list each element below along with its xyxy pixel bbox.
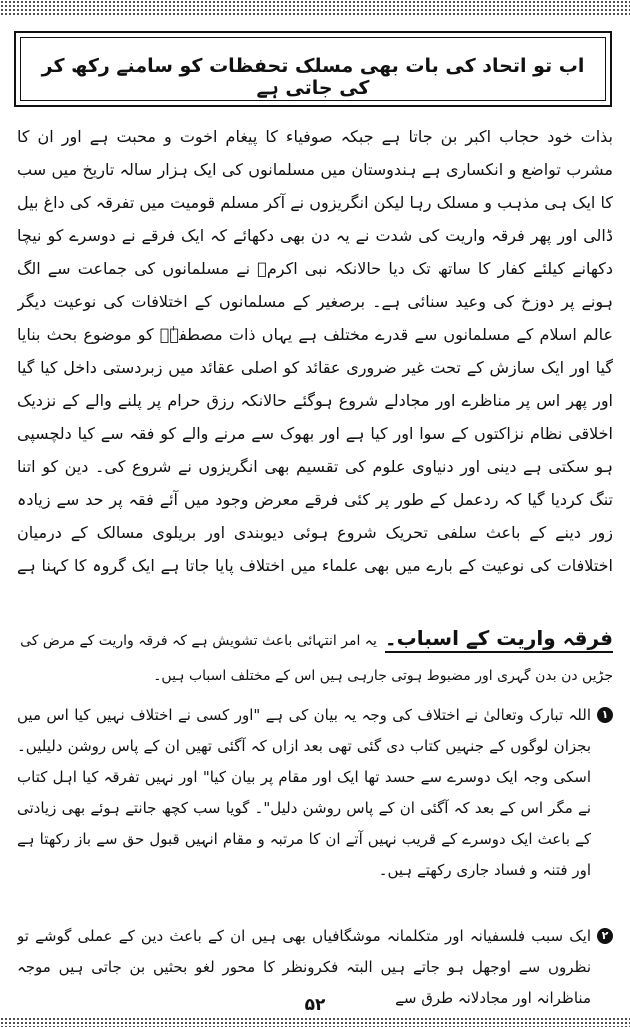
body-paragraph: بذات خود حجاب اکبر بن جاتا ہے جبکہ صوفیاء کا پیغام اخوت و محبت ہے اور ان کا مشرب تواضع و انکساری ہے ہندوستان میں مسلمانوں کی ایک ہزار سالہ تاریخ میں سب کا ایک ہی مذہب و مسلک رہا لیکن انگریزوں نے آکر مسلم قومیت میں تفرقہ کی داغ بیل ڈالی اور پھر فرقہ واریت کی شدت نے یہ دن بھی دکھائے کہ ایک فرقے نے دوسرے کو نیچا دکھانے کیلئے کفار کا ساتھ تک دیا حالانکہ نبی اکرمؐ نے مسلمانوں کی جماعت سے الگ ہونے پر دوزخ کی وعید سنائی ہے۔ برصغیر کے مسلمانوں کے اختلافات کی نوعیت دیگر عالم اسلام کے مسلمانوں سے قدرے مختلف ہے یہاں ذات مصطفےٰؐ کو موضوع بحث بنایا گیا اور ایک سازش کے تحت غیر ضروری عقائد کو اصلی عقائد میں زبردستی داخل کیا گیا اور پھر اس پر مناظرے اور مجادلے شروع ہوگئے حالانکہ رزق حرام پر پلنے والے کے نزدیک اخلاقی نظام نزاکتوں کے سوا اور کیا ہے اور بھوک سے مرنے والے کو فقہ سے کیا دلچسپی ہو سکتی ہے دینی اور دنیاوی علوم کی تقسیم بھی انگریزوں نے شروع کی۔ دین کو اتنا تنگ کردیا گیا کہ ردعمل کے طور پر کئی فرقے معرض وجود میں آئے فقہ پر حد سے زیادہ زور دینے کے باعث سلفی تحریک شروع ہوئی دیوبندی اور بریلوی مسالک کے درمیان اختلافات کی نوعیت کے بارے میں بھی علماء میں اختلاف پایا جاتا ہے ایک گروہ کا کہنا ہے: [17, 127, 613, 575]
page-number: ۵۲: [304, 995, 326, 1015]
bottom-dotted-border: [0, 1017, 630, 1027]
top-dotted-border: [0, 0, 630, 16]
title-box: [14, 31, 612, 107]
list-item-text: ایک سبب فلسفیانہ اور متکلمانہ موشگافیاں بھی ہیں ان کے باعث دین کے عملی گوشے تو نظروں سے اوجھل ہو جاتے ہیں البتہ فکرونظر کا محور لغو بحثیں بن جاتی ہیں موجہ مناظرانہ اور مجادلانہ طرق سے: [17, 927, 591, 1007]
causes-list: [17, 700, 613, 1014]
item-number-badge: ٢: [597, 928, 613, 944]
chapter-title: اب تو اتحاد کی بات بھی مسلک تحفظات کو سامنے رکھ کر کی جاتی ہے: [41, 55, 585, 99]
list-item-text: اللہ تبارک وتعالیٰ نے اختلاف کی وجہ یہ بیان کی ہے "اور کسی نے اختلاف نہیں کیا اس میں بجزان لوگوں کے جنہیں کتاب دی گئی تھی بعد ازاں کہ آگئی تھیں ان کے پاس روشن دلیلیں۔ اسکی وجہ ایک دوسرے سے حسد تھا ایک اور مقام پر بیان کیا" اور نہیں تفرقہ کیا اہل کتاب نے مگر اس کے بعد کہ آگئی ان کے پاس روشن دلیل"۔ گویا سب کچھ جانتے ہوئے بھی زیادتی کے باعث ایک دوسرے کے قریب نہیں آتے ان کا مرتبہ و مقام انہیں قبول حق سے باز رکھتا ہے اور فتنہ و فساد جاری رکھتے ہیں۔: [17, 706, 591, 879]
causes-intro-line: جڑیں دن بدن گہری اور مضبوط ہوتی جارہی ہیں اس کے مختلف اسباب ہیں۔: [153, 668, 613, 684]
section-heading-continuation: یہ امر انتہائی باعث تشویش ہے کہ فرقہ واریت کے مرض کی: [20, 633, 377, 649]
section-heading: فرقہ واریت کے اسباب۔: [385, 626, 613, 653]
list-item: [17, 700, 613, 917]
section-heading-row: [17, 626, 613, 662]
item-number-badge: ١: [597, 707, 613, 723]
